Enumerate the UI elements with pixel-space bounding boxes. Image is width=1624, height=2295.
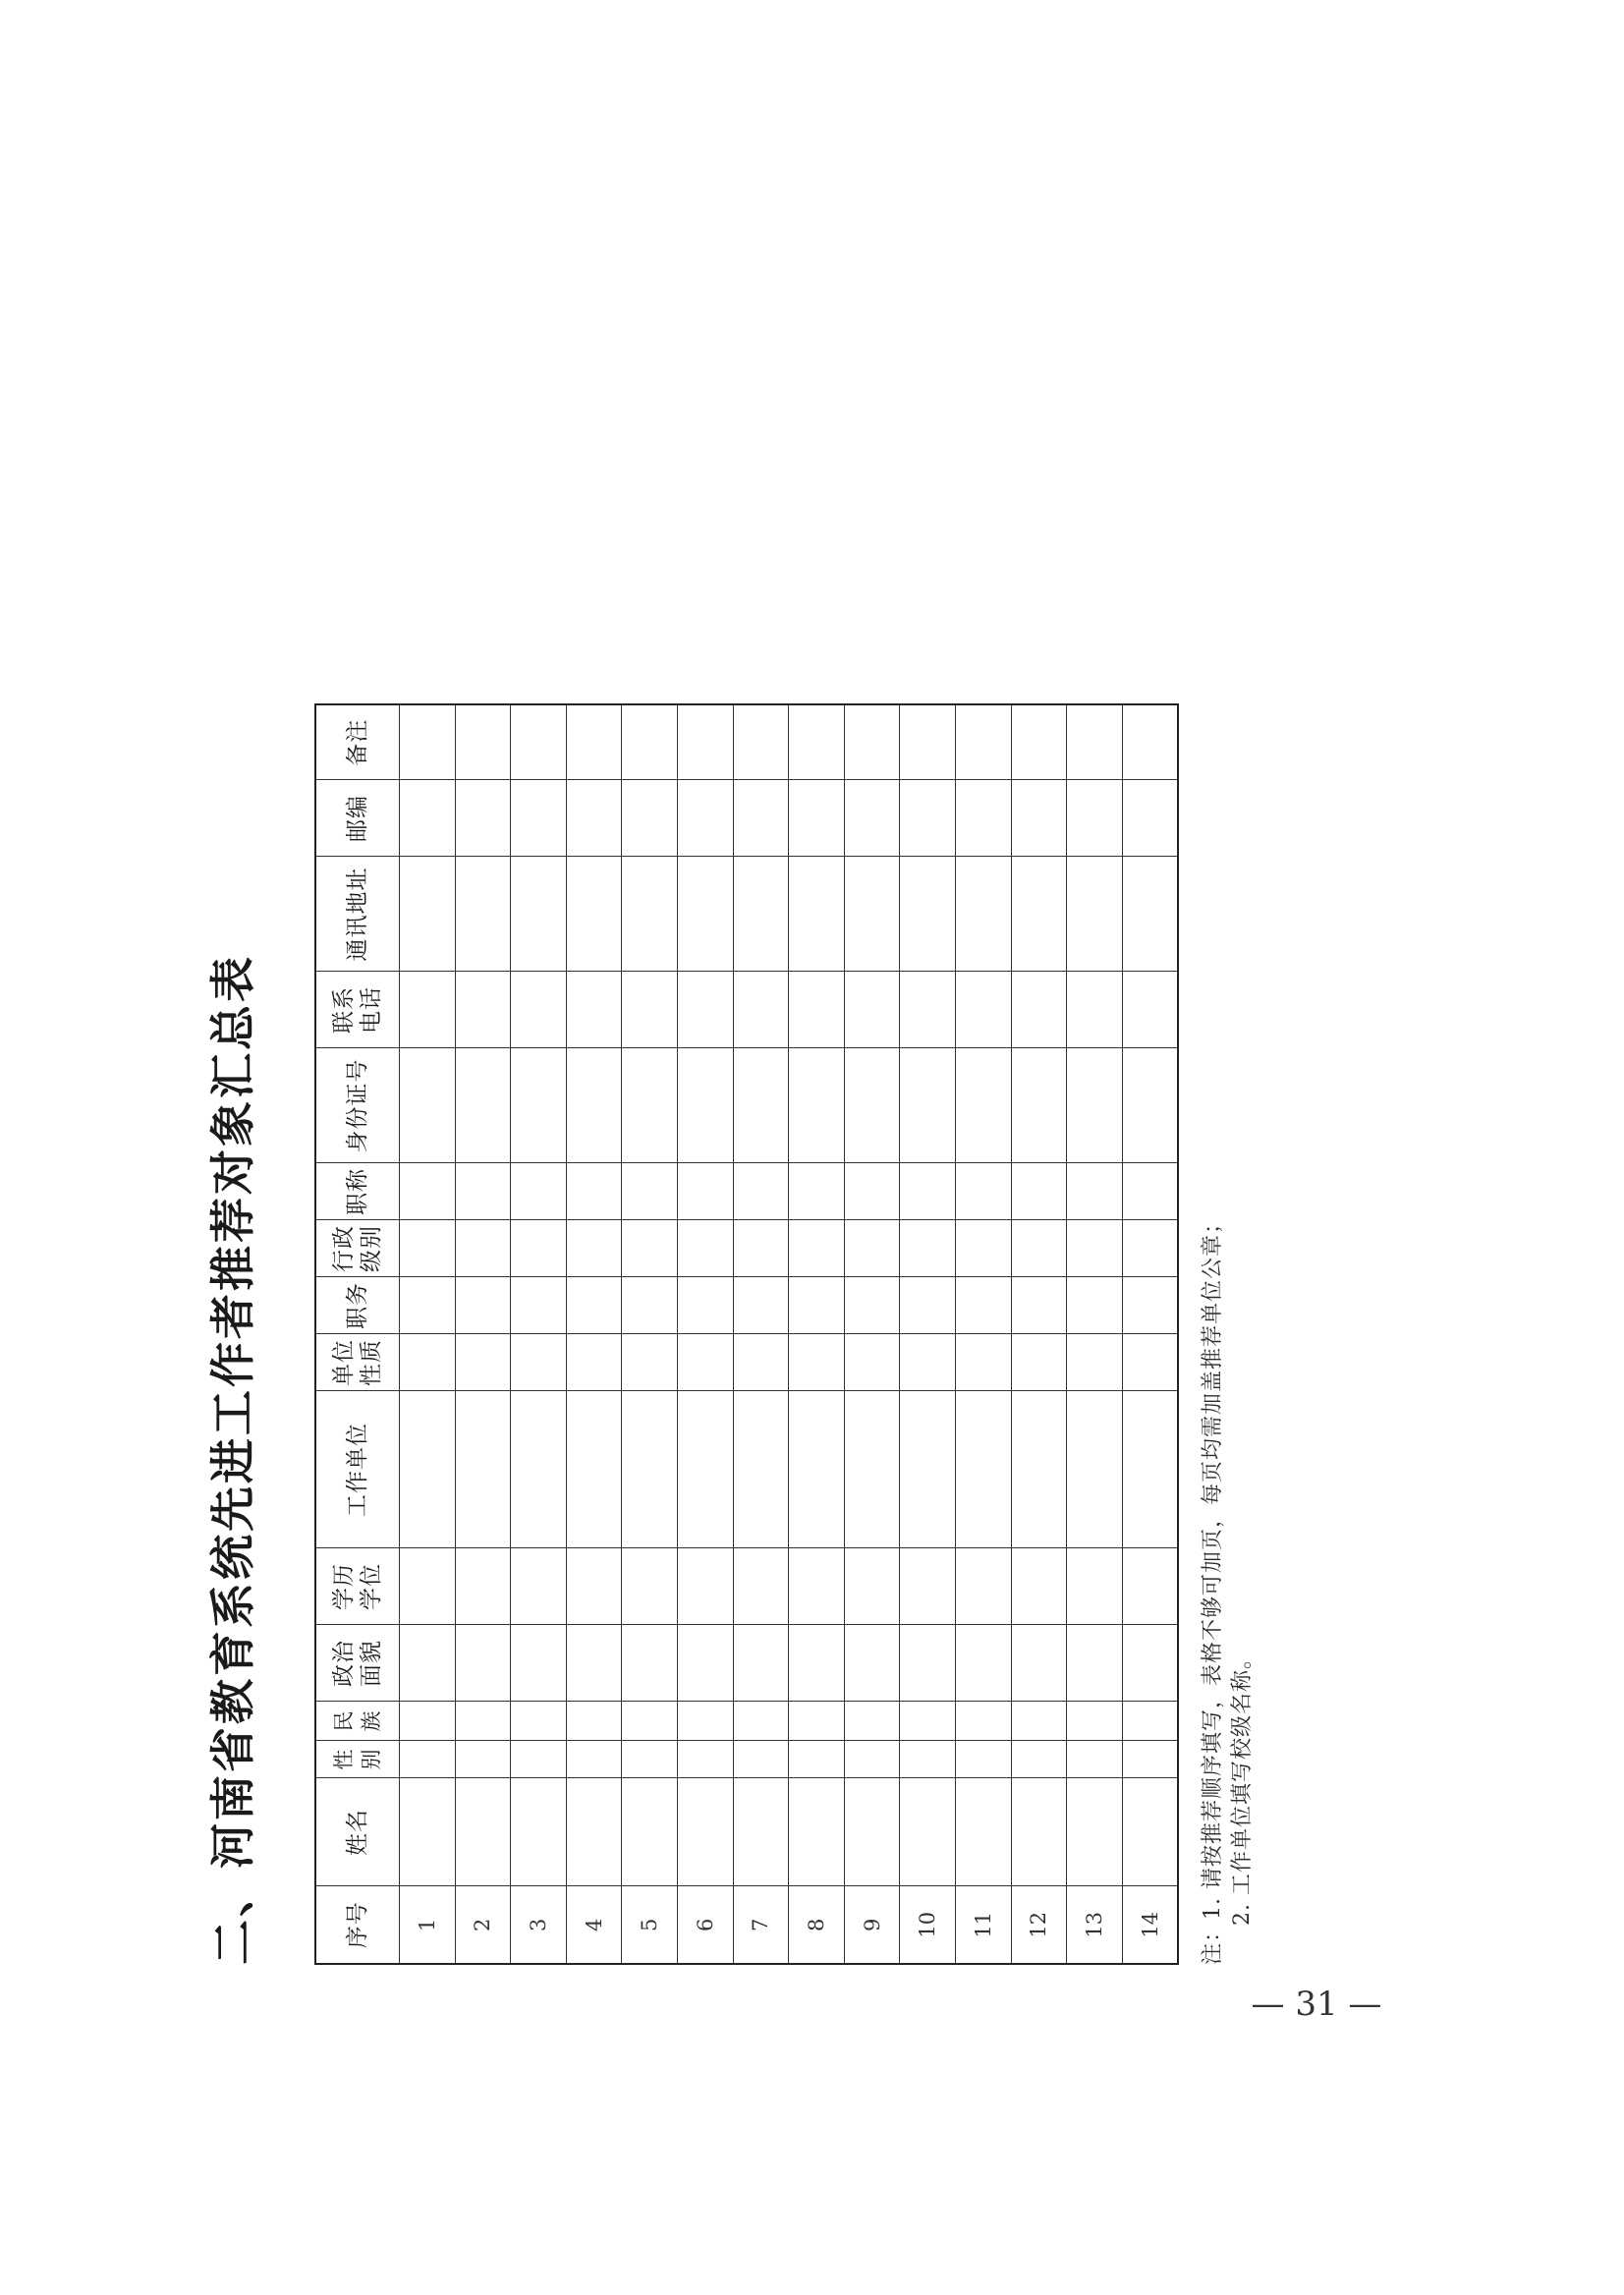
table-cell xyxy=(733,1334,789,1391)
header-gender: 性别 xyxy=(315,1741,400,1778)
table-cell xyxy=(455,780,511,857)
table-cell xyxy=(900,704,956,780)
table-cell xyxy=(1067,857,1123,972)
table-cell xyxy=(1011,1778,1067,1886)
row-seq-cell: 11 xyxy=(955,1886,1011,1964)
table-cell xyxy=(622,1391,678,1548)
table-cell xyxy=(844,1048,900,1163)
row-seq-cell: 9 xyxy=(844,1886,900,1964)
table-cell xyxy=(511,1548,567,1625)
table-cell xyxy=(733,780,789,857)
table-cell xyxy=(733,1548,789,1625)
table-cell xyxy=(566,1048,622,1163)
table-cell xyxy=(955,1625,1011,1702)
table-cell xyxy=(1067,1220,1123,1277)
table-cell xyxy=(622,1220,678,1277)
table-cell xyxy=(511,857,567,972)
table-cell xyxy=(955,972,1011,1048)
table-cell xyxy=(1122,1334,1178,1391)
table-cell xyxy=(400,1548,456,1625)
table-cell xyxy=(844,1548,900,1625)
table-cell xyxy=(566,1163,622,1220)
table-cell xyxy=(1122,704,1178,780)
table-cell xyxy=(566,780,622,857)
table-cell xyxy=(400,1048,456,1163)
table-cell xyxy=(844,1220,900,1277)
table-cell xyxy=(1011,857,1067,972)
table-cell xyxy=(955,1702,1011,1741)
table-cell xyxy=(955,1741,1011,1778)
table-cell xyxy=(511,704,567,780)
table-cell xyxy=(511,1048,567,1163)
table-cell xyxy=(1011,1548,1067,1625)
table-cell xyxy=(511,1334,567,1391)
table-row xyxy=(900,704,956,1964)
table-cell xyxy=(455,1334,511,1391)
table-row xyxy=(955,704,1011,1964)
table-cell xyxy=(566,1277,622,1334)
table-cell xyxy=(566,1220,622,1277)
row-seq-cell: 3 xyxy=(511,1886,567,1964)
header-phone: 联系 电话 xyxy=(315,972,400,1048)
table-cell xyxy=(400,972,456,1048)
table-cell xyxy=(789,972,845,1048)
table-row xyxy=(1122,704,1178,1964)
table-cell xyxy=(1011,1702,1067,1741)
table-cell xyxy=(400,1625,456,1702)
table-cell xyxy=(511,1277,567,1334)
table-cell xyxy=(789,1548,845,1625)
table-cell xyxy=(789,704,845,780)
table-cell xyxy=(400,857,456,972)
table-cell xyxy=(1067,1548,1123,1625)
table-cell xyxy=(622,1625,678,1702)
table-cell xyxy=(622,1548,678,1625)
table-cell xyxy=(900,1702,956,1741)
table-cell xyxy=(566,1778,622,1886)
row-seq-cell: 13 xyxy=(1067,1886,1123,1964)
table-cell xyxy=(622,1048,678,1163)
table-cell xyxy=(733,1778,789,1886)
table-cell xyxy=(955,1391,1011,1548)
table-cell xyxy=(789,1391,845,1548)
table-cell xyxy=(1122,1048,1178,1163)
header-unit-type: 单位 性质 xyxy=(315,1334,400,1391)
table-cell xyxy=(789,1163,845,1220)
table-cell xyxy=(789,1778,845,1886)
table-cell xyxy=(733,1625,789,1702)
note-line-1: 注：1. 请按推荐顺序填写，表格不够可加页，每页均需加盖推荐单位公章； xyxy=(1201,1211,1225,1965)
table-cell xyxy=(733,704,789,780)
table-cell xyxy=(900,1334,956,1391)
table-cell xyxy=(400,1741,456,1778)
table-cell xyxy=(955,704,1011,780)
table-row xyxy=(844,704,900,1964)
table-cell xyxy=(511,780,567,857)
table-cell xyxy=(511,1391,567,1548)
table-cell xyxy=(622,704,678,780)
table-cell xyxy=(1011,1741,1067,1778)
table-cell xyxy=(1011,780,1067,857)
table-cell xyxy=(844,972,900,1048)
table-cell xyxy=(566,1548,622,1625)
table-cell xyxy=(789,1334,845,1391)
table-cell xyxy=(900,1548,956,1625)
table-cell xyxy=(733,1391,789,1548)
table-cell xyxy=(566,1741,622,1778)
table-cell xyxy=(455,1625,511,1702)
table-cell xyxy=(455,972,511,1048)
table-cell xyxy=(1122,972,1178,1048)
header-title-rank: 职称 xyxy=(315,1163,400,1220)
table-cell xyxy=(900,857,956,972)
table-cell xyxy=(677,1625,733,1702)
table-cell xyxy=(900,1048,956,1163)
table-cell xyxy=(566,972,622,1048)
table-cell xyxy=(566,857,622,972)
table-cell xyxy=(1122,1220,1178,1277)
header-seq: 序号 xyxy=(315,1886,400,1964)
table-row xyxy=(1067,704,1123,1964)
table-cell xyxy=(733,972,789,1048)
table-cell xyxy=(400,1702,456,1741)
header-workplace: 工作单位 xyxy=(315,1391,400,1548)
table-cell xyxy=(1011,1048,1067,1163)
table-cell xyxy=(511,1625,567,1702)
table-cell xyxy=(622,1277,678,1334)
table-row xyxy=(455,704,511,1964)
notes xyxy=(1199,295,1258,1965)
note-line-2: 2. 工作单位填写校级名称。 xyxy=(1230,1647,1255,1926)
table-cell xyxy=(566,704,622,780)
table-row xyxy=(1011,704,1067,1964)
table-cell xyxy=(400,1277,456,1334)
table-cell xyxy=(677,1548,733,1625)
table-row xyxy=(511,704,567,1964)
table-cell xyxy=(1011,1334,1067,1391)
table-cell xyxy=(1067,1048,1123,1163)
table-cell xyxy=(733,1048,789,1163)
table-cell xyxy=(455,1048,511,1163)
row-seq-cell: 8 xyxy=(789,1886,845,1964)
table-cell xyxy=(1122,1277,1178,1334)
table-cell xyxy=(1122,1391,1178,1548)
table-cell xyxy=(955,1778,1011,1886)
table-cell xyxy=(511,1741,567,1778)
table-row xyxy=(400,704,456,1964)
table-cell xyxy=(900,1220,956,1277)
table-cell xyxy=(844,1334,900,1391)
table-cell xyxy=(400,1163,456,1220)
header-political-status: 政治 面貌 xyxy=(315,1625,400,1702)
table-cell xyxy=(844,1163,900,1220)
table-cell xyxy=(844,1391,900,1548)
table-cell xyxy=(955,857,1011,972)
table-cell xyxy=(1122,1625,1178,1702)
table-cell xyxy=(455,1391,511,1548)
table-cell xyxy=(844,780,900,857)
table-cell xyxy=(789,1277,845,1334)
table-cell xyxy=(1011,1163,1067,1220)
table-cell xyxy=(900,972,956,1048)
table-cell xyxy=(1067,1334,1123,1391)
table-cell xyxy=(844,1625,900,1702)
table-cell xyxy=(1122,1778,1178,1886)
header-remarks: 备注 xyxy=(315,704,400,780)
table-cell xyxy=(733,1702,789,1741)
table-cell xyxy=(455,1548,511,1625)
table-cell xyxy=(677,1334,733,1391)
table-cell xyxy=(566,1625,622,1702)
table-cell xyxy=(677,1048,733,1163)
table-cell xyxy=(511,1163,567,1220)
table-cell xyxy=(1067,1163,1123,1220)
table-cell xyxy=(400,1778,456,1886)
table-cell xyxy=(900,1625,956,1702)
header-row xyxy=(315,704,400,1964)
table-cell xyxy=(955,1048,1011,1163)
row-seq-cell: 2 xyxy=(455,1886,511,1964)
table-cell xyxy=(400,1334,456,1391)
table-cell xyxy=(844,1702,900,1741)
table-cell xyxy=(1011,1220,1067,1277)
row-seq-cell: 12 xyxy=(1011,1886,1067,1964)
row-seq-cell: 5 xyxy=(622,1886,678,1964)
table-cell xyxy=(789,1220,845,1277)
table-cell xyxy=(733,1163,789,1220)
row-seq-cell: 1 xyxy=(400,1886,456,1964)
table-cell xyxy=(400,1391,456,1548)
table-cell xyxy=(1011,1277,1067,1334)
table-cell xyxy=(1011,1391,1067,1548)
table-cell xyxy=(455,1778,511,1886)
table-cell xyxy=(844,1277,900,1334)
table-cell xyxy=(789,857,845,972)
table-cell xyxy=(789,1625,845,1702)
table-cell xyxy=(455,1277,511,1334)
table-cell xyxy=(511,1220,567,1277)
table-cell xyxy=(733,1277,789,1334)
row-seq-cell: 14 xyxy=(1122,1886,1178,1964)
table-cell xyxy=(677,704,733,780)
table-cell xyxy=(1067,1277,1123,1334)
table-cell xyxy=(677,1277,733,1334)
table-cell xyxy=(1122,1163,1178,1220)
table-cell xyxy=(733,1220,789,1277)
header-ethnicity: 民族 xyxy=(315,1702,400,1741)
table-cell xyxy=(566,1391,622,1548)
table-cell xyxy=(1067,972,1123,1048)
table-cell xyxy=(455,857,511,972)
table-cell xyxy=(622,857,678,972)
row-seq-cell: 10 xyxy=(900,1886,956,1964)
table-cell xyxy=(844,1778,900,1886)
table-cell xyxy=(677,1702,733,1741)
table-cell xyxy=(955,1220,1011,1277)
table-cell xyxy=(1122,1702,1178,1741)
table-cell xyxy=(622,972,678,1048)
table-cell xyxy=(1067,1778,1123,1886)
table-cell xyxy=(622,1163,678,1220)
header-admin-level: 行政 级别 xyxy=(315,1220,400,1277)
page-number: — 31 — xyxy=(1251,1985,1382,2024)
document-title: 二、河南省教育系统先进工作者推荐对象汇总表 xyxy=(206,954,259,1965)
table-cell xyxy=(622,1778,678,1886)
table-cell xyxy=(677,857,733,972)
table-cell xyxy=(511,1702,567,1741)
table-cell xyxy=(844,704,900,780)
table-cell xyxy=(511,972,567,1048)
table-cell xyxy=(955,1163,1011,1220)
table-cell xyxy=(677,1220,733,1277)
table-cell xyxy=(900,1277,956,1334)
header-id-number: 身份证号 xyxy=(315,1048,400,1163)
table-cell xyxy=(900,1163,956,1220)
table-cell xyxy=(900,1778,956,1886)
table-cell xyxy=(622,780,678,857)
table-cell xyxy=(677,780,733,857)
header-name: 姓名 xyxy=(315,1778,400,1886)
table-cell xyxy=(677,1391,733,1548)
table-cell xyxy=(844,1741,900,1778)
table-cell xyxy=(789,780,845,857)
table-cell xyxy=(400,780,456,857)
table-cell xyxy=(844,857,900,972)
table-cell xyxy=(622,1741,678,1778)
table-cell xyxy=(677,1741,733,1778)
table-cell xyxy=(733,1741,789,1778)
table-cell xyxy=(733,857,789,972)
table-cell xyxy=(789,1702,845,1741)
table-cell xyxy=(511,1778,567,1886)
row-seq-cell: 6 xyxy=(677,1886,733,1964)
table-cell xyxy=(1067,1741,1123,1778)
table-cell xyxy=(789,1048,845,1163)
table-cell xyxy=(455,1741,511,1778)
table-cell xyxy=(955,1334,1011,1391)
table-cell xyxy=(677,1163,733,1220)
table-cell xyxy=(566,1334,622,1391)
header-postcode: 邮编 xyxy=(315,780,400,857)
table-cell xyxy=(400,1220,456,1277)
header-education: 学历 学位 xyxy=(315,1548,400,1625)
table-cell xyxy=(455,1702,511,1741)
table-cell xyxy=(455,1163,511,1220)
table-cell xyxy=(900,780,956,857)
table-cell xyxy=(900,1741,956,1778)
table-row xyxy=(622,704,678,1964)
table-cell xyxy=(1067,1391,1123,1548)
table-cell xyxy=(1067,780,1123,857)
rotated-page xyxy=(206,265,1287,2034)
table-cell xyxy=(900,1391,956,1548)
table-cell xyxy=(455,1220,511,1277)
row-seq-cell: 4 xyxy=(566,1886,622,1964)
summary-table xyxy=(314,703,1179,1965)
table-cell xyxy=(677,1778,733,1886)
header-address: 通讯地址 xyxy=(315,857,400,972)
table-cell xyxy=(955,1277,1011,1334)
table-cell xyxy=(1011,704,1067,780)
table-cell xyxy=(1122,780,1178,857)
table-row xyxy=(677,704,733,1964)
table-cell xyxy=(622,1334,678,1391)
row-seq-cell: 7 xyxy=(733,1886,789,1964)
table-cell xyxy=(1011,1625,1067,1702)
table-body xyxy=(400,704,1179,1964)
table-cell xyxy=(677,972,733,1048)
table-cell xyxy=(566,1702,622,1741)
table-cell xyxy=(1122,1548,1178,1625)
table-cell xyxy=(1067,1702,1123,1741)
table-row xyxy=(789,704,845,1964)
table-row xyxy=(733,704,789,1964)
table-cell xyxy=(1122,1741,1178,1778)
table-cell xyxy=(1011,972,1067,1048)
header-position: 职务 xyxy=(315,1277,400,1334)
table-cell xyxy=(400,704,456,780)
table-cell xyxy=(789,1741,845,1778)
table-cell xyxy=(955,1548,1011,1625)
table-cell xyxy=(1067,1625,1123,1702)
table-row xyxy=(566,704,622,1964)
table-cell xyxy=(455,704,511,780)
table-cell xyxy=(955,780,1011,857)
table-cell xyxy=(622,1702,678,1741)
table-cell xyxy=(1067,704,1123,780)
table-cell xyxy=(1122,857,1178,972)
